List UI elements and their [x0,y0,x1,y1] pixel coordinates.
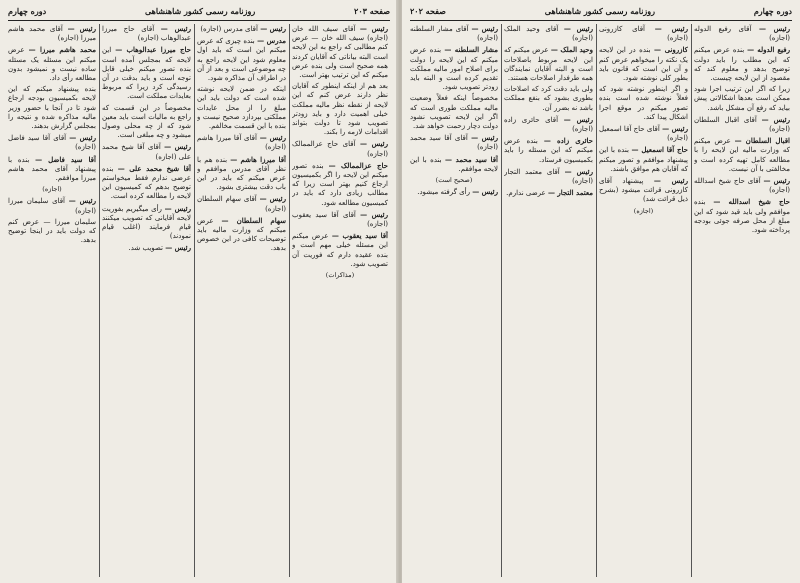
paragraph [410,133,498,152]
paragraph-text: بنده موافقم ولی باید قید شود که این مبلغ از محل صرفه جوئی بودجه پرداخته شود. [694,198,790,235]
paragraph [599,145,688,174]
left-page-header [8,4,390,18]
paragraph [197,24,286,34]
paragraph-text: آقای محمد هاشم میرزا (اجازه) [8,25,96,43]
paragraph-text: این لایحه که بمجلس آمده است بنده تصور میکنم خیلی قابل توجه است و باید بدقت در آن رسیدگی کرد زیرا که مربوط بعایدات مملکت است. [102,46,191,101]
paragraph-text: بعد هم از اینکه اینطور که آقایان نظر دارند عرض کنم که این لایحه از نقطه نظر مالیه مملکت خیلی اهمیت دارد و باید زودتر تصویب شود تا دولت بتواند اقدامات لازمه را بکند. [292,82,388,137]
paragraph-text: عرض میکنم که این لایحه مربوط باصلاحات است و البته آقایان نمایندگان همه طرفدار اصلاحات هستند. [504,46,593,83]
left-column [197,24,286,577]
paragraph [102,243,191,253]
paragraph-text: آقای آقا سید محمد (اجازه) [410,134,498,152]
paragraph-text: آقای آقا سید فاضل (اجازه) [8,134,96,152]
paragraph [504,45,593,83]
column-divider [501,24,502,577]
column-divider [99,24,100,577]
speaker-label: رئيس — [564,166,593,176]
column-divider [596,24,597,577]
paragraph-text: آقای مدرس (اجازه) [200,25,258,33]
paragraph-text: ولی باید دقت کرد که اصلاحات بطوری بشود که بنفع مملکت باشد نه بضرر آن. [504,85,593,112]
left-column [292,24,388,577]
paragraph [8,133,96,152]
paragraph-text: آقای آقا شیخ محمد علی (اجازه) [102,143,191,161]
speaker-label: رئيس — [471,24,498,33]
right-column [599,24,688,577]
speaker-label: رئيس — [68,196,96,206]
paragraph [410,24,498,43]
paragraph [197,155,286,193]
paragraph-text: آقای رفیع الدوله (اجازه) [694,25,790,43]
paragraph-text: بنده عرض میکنم که این لایحه را دولت برای اصلاح امور مالیه مملکت تقدیم کرده است و البته باید زودتر تصویب شود. [410,46,498,92]
left-header-rule [8,20,390,21]
speaker-label: حاج میرزا عبدالوهاب — [115,45,191,55]
center-note: (مذاکرات) [325,271,355,280]
paragraph-text: آقای آقا سید یعقوب (اجازه) [292,210,388,229]
paragraph-text: آقای وحید الملک (اجازه) [504,25,593,43]
speaker-label: حاج شیخ اسدالله — [713,197,790,207]
paragraph-text: عرض میکنم این مسئله خیلی مهم است و بنده عقیده دارم که فوریت آن تصویب شود. [292,232,388,268]
paragraph-text: آقای مشار السلطنه (اجازه) [410,25,498,43]
paragraph-text: آقای حاج میرزا عبدالوهاب (اجازه) [102,25,191,43]
speaker-label: رئيس — [164,142,191,152]
speaker-label: رئيس — [259,194,286,204]
paragraph [694,197,790,235]
paragraph-text: عرض میکنم این مسئله یک مسئله ساده نیست و نمیشود بدون مطالعه رأی داد. [8,46,96,83]
left-page [0,0,398,583]
paragraph [292,231,388,269]
paragraph-text: بنده با این پیشنهاد موافقم و تصور میکنم که آقایان هم موافق باشند. [599,146,688,173]
paragraph [292,82,388,137]
speaker-label: رئيس — [758,24,790,33]
left-column [102,24,191,577]
speaker-label: رئيس — [563,24,593,33]
speaker-label: مشار السلطنه — [444,45,498,55]
speaker-label: حاج آقا اسمعیل — [631,145,688,155]
speaker-label: حائری زاده — [543,136,593,146]
speaker-label: آقا میرزا هاشم — [230,154,286,164]
paragraph [8,24,96,43]
right-header-rule [410,20,792,21]
speaker-label: رئيس — [67,24,96,33]
column-divider [691,24,692,577]
speaker-label: رفیع الدوله — [747,45,790,55]
paragraph [8,218,96,246]
paragraph-text: و اگر اینطور نوشته شود که فعلاً نوشته شده است بنده تصور میکنم در موقع اجرا اشکال پیدا کند. [599,85,688,121]
paragraph-text: بنده عرض میکنم که این مسئله را باید بکمیسیون فرستاد. [504,137,593,164]
speaker-label: آقا شیخ محمد علی — [117,163,191,173]
paragraph [410,94,498,131]
speaker-label: رئيس — [359,24,388,33]
paragraph-text: آقای حاج آقا اسمعیل (اجازه) [599,125,688,143]
paragraph-text: سلیمان میرزا — عرض کنم که دولت باید در اینجا توضیح بدهد. [8,217,96,245]
left-page-title: روزنامه رسمی کشور شاهنشاهی [144,6,256,16]
paragraph [102,204,191,242]
paragraph [197,194,286,213]
paragraph-text: بنده با این لایحه موافقم. [410,155,498,173]
center-note: (اجازه) [633,206,654,215]
paragraph-text: اینکه در ضمن لایحه نوشته شده است که دولت باید این مبلغ را از محل عایدات مملکتی بپردازد صحیح نیست و بنده با این قسمت مخالفم. [197,85,286,131]
paragraph-text: آقای معتمد التجار (اجازه) [504,167,593,186]
paragraph [197,36,286,83]
paragraph-text: آقای حاج عزالممالک (اجازه) [292,140,388,158]
paragraph [8,155,96,184]
speaker-label: آقا سید یعقوب — [331,231,388,241]
paragraph [694,85,790,113]
paragraph-text: بنده در این لایحه یک نکته را میخواهم عرض کنم و آن این است که قانون باید بطور کلی نوشته شود. [599,46,688,83]
paragraph-text: آقای کازرونی (اجازه) [599,25,688,43]
speaker-label: آقا سید محمد — [445,154,498,164]
column-divider [194,24,195,577]
speaker-label: سهام السلطان — [221,215,286,225]
speaker-label: اقبال السلطان — [734,136,790,146]
speaker-label: رئيس — [69,133,96,143]
speaker-label: رئيس — [472,187,498,197]
speaker-label: وحید الملک — [550,45,593,55]
paragraph [197,133,286,152]
speaker-label: رئيس — [761,114,790,124]
paragraph [102,24,191,43]
speaker-label: رئيس — [662,124,688,134]
paragraph-text: آقای آقا میرزا هاشم (اجازه) [197,134,286,152]
left-page-term: دوره چهارم [8,6,47,16]
paragraph-text: عرض میکنم که وزارت مالیه باید توضیحات کافی در این خصوص بدهد. [197,216,286,253]
paragraph-text: آقای سیف الله خان (اجازه) سیف الله خان — عرض کنم مطالبی که راجع به این لایحه است البته بیاناتی که آقایان کردند همه صحیح است ولی بنده عرض میکنم که این ترتیب بهتر است. [292,25,388,80]
paragraph [504,188,593,198]
paragraph [599,176,688,205]
paragraph-text: زیرا که اگر این ترتیب اجرا شود ممکن است بعدها اشکالاتی پیش بیاید که رفع آن مشکل باشد. [694,85,790,112]
speaker-label: رئيس — [164,203,191,213]
speaker-label: رئيس — [763,176,790,186]
paragraph [504,24,593,43]
right-page-term: دوره چهارم [753,6,792,16]
speaker-label: رئيس — [653,176,688,186]
paragraph [102,142,191,161]
paragraph [410,45,498,92]
speaker-label: معتمد التجار — [547,188,593,198]
right-column [504,24,593,577]
paragraph [694,115,790,134]
paragraph [694,24,790,43]
paragraph-text: پیشنهاد آقای کازرونی قرائت میشود (بشرح ذیل قرائت شد) [599,177,688,204]
center-note: (صحیح است) [435,176,473,185]
speaker-label: رئيس — [260,24,286,33]
paragraph [410,155,498,174]
paragraph [197,216,286,254]
paragraph [599,45,688,83]
speaker-label: رئيس — [563,114,593,124]
paragraph [292,161,388,208]
paragraph-text: بنده چیزی که عرض میکنم این است که باید اول معلوم شود این لایحه راجع به چه موضوعی است و بعد از آن در اطراف آن مذاکره شود. [197,37,286,83]
speaker-label: کازرونی — [653,45,688,55]
paragraph-text: بنده با پیشنهاد آقای محمد هاشم میرزا موافقم. [8,155,96,183]
paragraph [599,124,688,143]
center-note: (اجازه) [42,185,62,194]
right-page-header [410,4,792,18]
right-column [694,24,790,577]
paragraph-text: عرضی ندارم. [506,189,546,198]
paragraph-text: بنده عرض میکنم که این مطلب را باید دولت توضیح بدهد و معلوم کند که مقصود از این لایحه چیست. [694,46,790,83]
paragraph-text: مخصوصاً اینکه فعلاً وضعیت مالیه مملکت طوری است که اگر این لایحه تصویب نشود دولت دچار زحمت خواهد شد. [410,94,498,131]
paragraph [197,85,286,131]
paragraph [292,24,388,80]
column-divider [289,24,290,577]
paragraph-text: بنده تصور میکنم این لایحه را اگر بکمیسیون ارجاع کنیم بهتر است زیرا که مطالب زیادی دارد که باید در کمیسیون مطالعه شود. [292,161,388,207]
paragraph [694,176,790,195]
paragraph-text: رأی میگیریم بفوریت لایحه آقایانی که تصویب میکنند قیام فرمایند (اغلب قیام نمودند) [102,204,191,241]
paragraph-text: بنده عرضی ندارم فقط میخواستم توضیح بدهم که کمیسیون این لایحه را مطالعه کرده است. [102,164,191,201]
speaker-label: مدرس — [257,36,286,46]
paragraph [504,85,593,113]
left-page-number: صفحه ۲۰۳ [354,6,390,16]
paragraph-text: تصویب شد. [128,244,163,253]
paragraph-text: آقای سلیمان میرزا (اجازه) [8,197,96,215]
paragraph [8,45,96,83]
paragraph-text: عرض میکنم که وزارت مالیه این لایحه را با مطالعه کامل تهیه کرده است و مخالفتی با آن نیست. [694,137,790,173]
paragraph-text: مخصوصاً در این قسمت که راجع به مالیات است باید معین شود که از چه محلی وصول میشود و چه مبلغی است. [102,103,191,140]
paragraph [8,196,96,215]
paragraph [504,167,593,186]
speaker-label: رئيس — [471,133,498,143]
paragraph [102,164,191,202]
paragraph [410,187,498,197]
speaker-label: رئيس — [165,243,191,253]
paragraph-text: آقای حائری زاده (اجازه) [504,115,593,134]
paragraph [102,45,191,101]
speaker-label: رئيس — [259,133,286,143]
speaker-label: رئيس — [160,24,191,33]
paragraph [694,45,790,83]
right-column [410,24,498,577]
paragraph-text: آقای سهام السلطان (اجازه) [197,195,286,213]
speaker-label: حاج عزالممالک — [328,160,388,170]
speaker-label: رئيس — [360,209,388,219]
paragraph [504,115,593,134]
speaker-label: آقا سید فاضل — [35,154,96,164]
right-page-title: روزنامه رسمی کشور شاهنشاهی [544,6,656,16]
right-page [402,0,800,583]
paragraph [694,136,790,174]
paragraph-text: بنده پیشنهاد میکنم که این لایحه بکمیسیون بودجه ارجاع شود تا در آنجا با حضور وزیر مالیه مذاکره شده و نتیجه را بمجلس گزارش بدهند. [8,85,96,131]
paragraph-text: رأی گرفته میشود. [417,188,470,197]
paragraph [8,85,96,131]
paragraph [292,139,388,158]
speaker-label: رئيس — [359,139,388,149]
left-column [8,24,96,577]
paragraph [599,85,688,122]
paragraph [504,136,593,165]
paragraph [102,104,191,141]
right-page-number: صفحه ۲۰۲ [410,6,446,16]
paragraph [292,210,388,229]
paragraph-text: آقای اقبال السلطان (اجازه) [694,115,790,134]
paragraph-text: آقای حاج شیخ اسدالله (اجازه) [694,177,790,195]
paragraph-text: بنده هم با نظر آقای مدرس موافقم و عرض میکنم که باید در این باب دقت بیشتری بشود. [197,155,286,192]
paragraph [599,24,688,43]
speaker-label: رئيس — [654,24,688,33]
speaker-label: محمد هاشم میرزا — [28,45,96,55]
